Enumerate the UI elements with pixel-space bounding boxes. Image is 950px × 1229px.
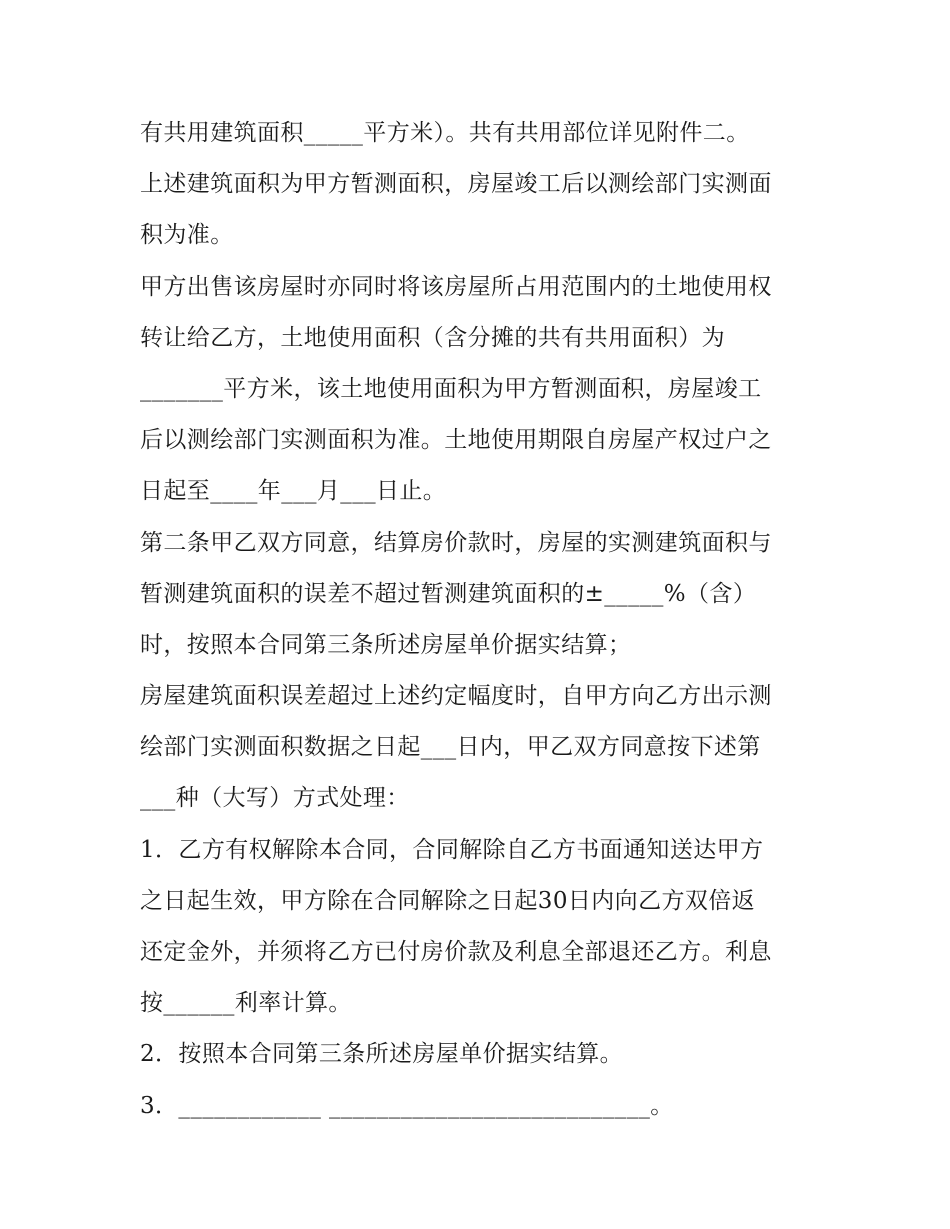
text-line: _______平方米，该土地使用面积为甲方暂测面积，房屋竣工: [140, 375, 762, 402]
text-line: 日起至____年___月___日止。: [140, 478, 447, 505]
text-line: 时，按照本合同第三条所述房屋单价据实结算；: [140, 631, 632, 658]
text-line: 上述建筑面积为甲方暂测面积，房屋竣工后以测绘部门实测面: [140, 171, 772, 198]
list-item: 1．乙方有权解除本合同，合同解除自乙方书面通知送达甲方: [140, 836, 764, 863]
text-line: 甲方出售该房屋时亦同时将该房屋所占用范围内的土地使用权: [140, 273, 772, 300]
text-line: 后以测绘部门实测面积为准。土地使用期限自房屋产权过户之: [140, 427, 772, 454]
text-line: 转让给乙方，土地使用面积（含分摊的共有共用面积）为: [140, 324, 725, 351]
text-line: 积为准。: [140, 222, 234, 249]
text-line: 房屋建筑面积误差超过上述约定幅度时，自甲方向乙方出示测: [140, 683, 772, 710]
list-item: 3．____________ ___________________________。: [140, 1092, 674, 1119]
list-item-continued: 之日起生效，甲方除在合同解除之日起30日内向乙方双倍返: [140, 887, 756, 914]
text-line: 第二条甲乙双方同意，结算房价款时，房屋的实测建筑面积与: [140, 529, 772, 556]
list-item: 2．按照本合同第三条所述房屋单价据实结算。: [140, 1041, 624, 1068]
list-item-continued: 还定金外，并须将乙方已付房价款及利息全部退还乙方。利息: [140, 939, 772, 965]
text-line: 绘部门实测面积数据之日起___日内，甲乙双方同意按下述第: [140, 734, 761, 761]
text-line: 暂测建筑面积的误差不超过暂测建筑面积的±_____%（含）: [140, 580, 757, 607]
text-line: 有共用建筑面积_____平方米）。共有共用部位详见附件二。: [140, 120, 750, 146]
list-item-continued: 按______利率计算。: [140, 990, 352, 1017]
document-body: [140, 108, 820, 1132]
text-line: ___种（大写）方式处理：: [140, 785, 410, 812]
